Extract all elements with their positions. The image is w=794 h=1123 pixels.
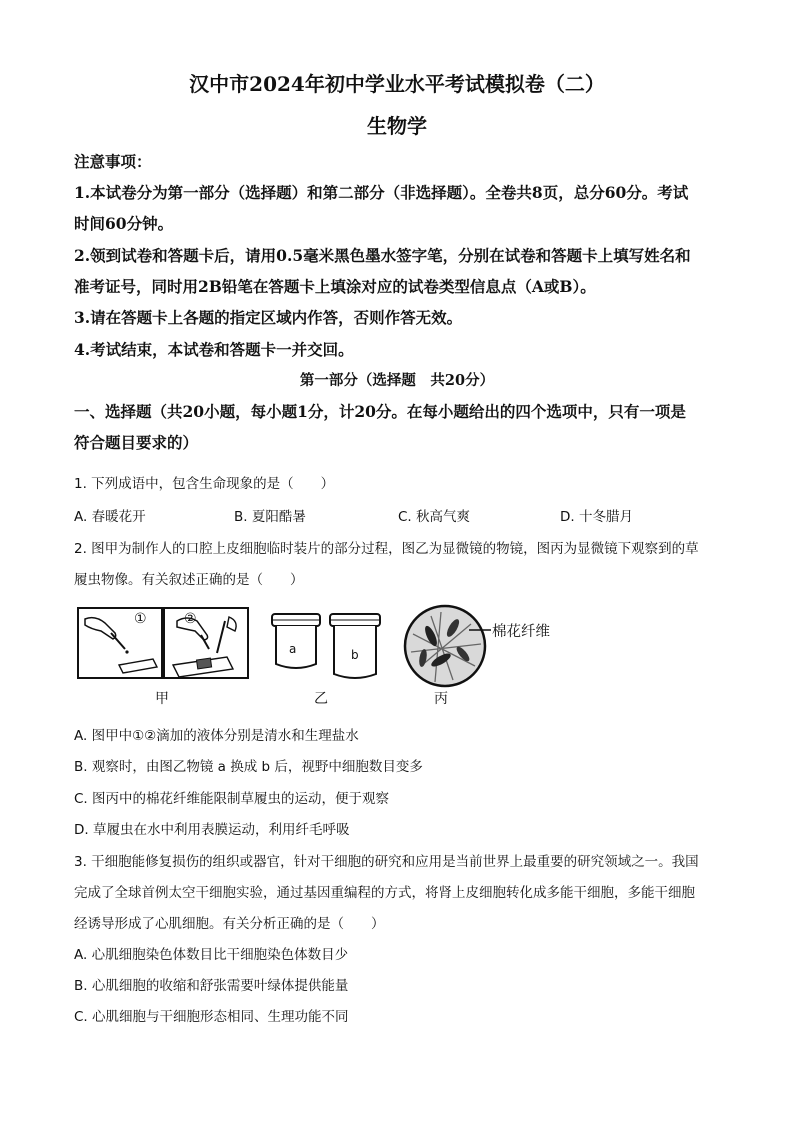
figure-label-yi: 乙: [314, 691, 328, 707]
notice-line: 1.本试卷分为第一部分（选择题）和第二部分（非选择题）。全卷共8页，总分60分。考试: [74, 183, 689, 202]
question-1-option-d: D. 十冬腊月: [560, 509, 633, 525]
notice-heading: 注意事项：: [74, 152, 152, 171]
question-1-option-c: C. 秋高气爽: [398, 509, 471, 525]
question-3-stem: 完成了全球首例太空干细胞实验，通过基因重编程的方式，将肾上皮细胞转化成多能干细胞，多能干细胞: [74, 885, 695, 901]
question-2-option-c: C. 图丙中的棉花纤维能限制草履虫的运动，便于观察: [74, 791, 390, 807]
lens-b-label: b: [351, 648, 359, 662]
question-2-option-d: D. 草履虫在水中利用表膜运动，利用纤毛呼吸: [74, 822, 350, 838]
step-1-marker: ①: [134, 611, 147, 627]
question-3-option-b: B. 心肌细胞的收缩和舒张需要叶绿体提供能量: [74, 978, 349, 994]
notice-line: 时间60分钟。: [74, 214, 174, 233]
part1-heading: 第一部分（选择题 共20分）: [299, 372, 495, 389]
exam-title: 汉中市2024年初中学业水平考试模拟卷（二）: [189, 72, 605, 96]
question-2-option-b: B. 观察时，由图乙物镜 a 换成 b 后，视野中细胞数目变多: [74, 759, 423, 775]
notice-line: 4.考试结束，本试卷和答题卡一并交回。: [74, 340, 354, 359]
question-1-stem: 1. 下列成语中，包含生命现象的是（ ）: [74, 476, 335, 492]
figure-yi: [268, 612, 384, 682]
lens-a-label: a: [289, 642, 297, 656]
notice-line: 3.请在答题卡上各题的指定区域内作答，否则作答无效。: [74, 308, 463, 327]
figure-jia: [77, 607, 249, 679]
part1-instructions: 符合题目要求的）: [74, 433, 199, 452]
subject-title: 生物学: [367, 114, 427, 138]
question-3-option-c: C. 心肌细胞与干细胞形态相同、生理功能不同: [74, 1009, 349, 1025]
question-3-stem: 3. 干细胞能修复损伤的组织或器官，针对干细胞的研究和应用是当前世界上最重要的研究领域之一。我国: [74, 854, 699, 870]
notice-line: 2.领到试卷和答题卡后，请用0.5毫米黑色墨水签字笔，分别在试卷和答题卡上填写姓名和: [74, 246, 691, 265]
figure-label-jia: 甲: [155, 691, 169, 707]
question-3-option-a: A. 心肌细胞染色体数目比干细胞染色体数目少: [74, 947, 349, 963]
question-2-option-a: A. 图甲中①②滴加的液体分别是清水和生理盐水: [74, 728, 359, 744]
question-2-stem: 2. 图甲为制作人的口腔上皮细胞临时装片的部分过程，图乙为显微镜的物镜，图丙为显微镜下观察到的草: [74, 541, 699, 557]
question-1-option-a: A. 春暖花开: [74, 509, 146, 525]
step-2-marker: ②: [184, 611, 197, 627]
question-1-option-b: B. 夏阳酷暑: [234, 509, 306, 525]
notice-line: 准考证号，同时用2B铅笔在答题卡上填涂对应的试卷类型信息点（A或B）。: [74, 277, 596, 296]
question-2-stem: 履虫物像。有关叙述正确的是（ ）: [74, 572, 304, 588]
part1-instructions: 一、选择题（共20小题，每小题1分，计20分。在每小题给出的四个选项中，只有一项是: [74, 402, 686, 421]
question-3-stem: 经诱导形成了心肌细胞。有关分析正确的是（ ）: [74, 916, 385, 932]
figure-bing: [401, 604, 491, 688]
cotton-fiber-annotation: 棉花纤维: [492, 624, 550, 640]
figure-label-bing: 丙: [434, 691, 448, 707]
